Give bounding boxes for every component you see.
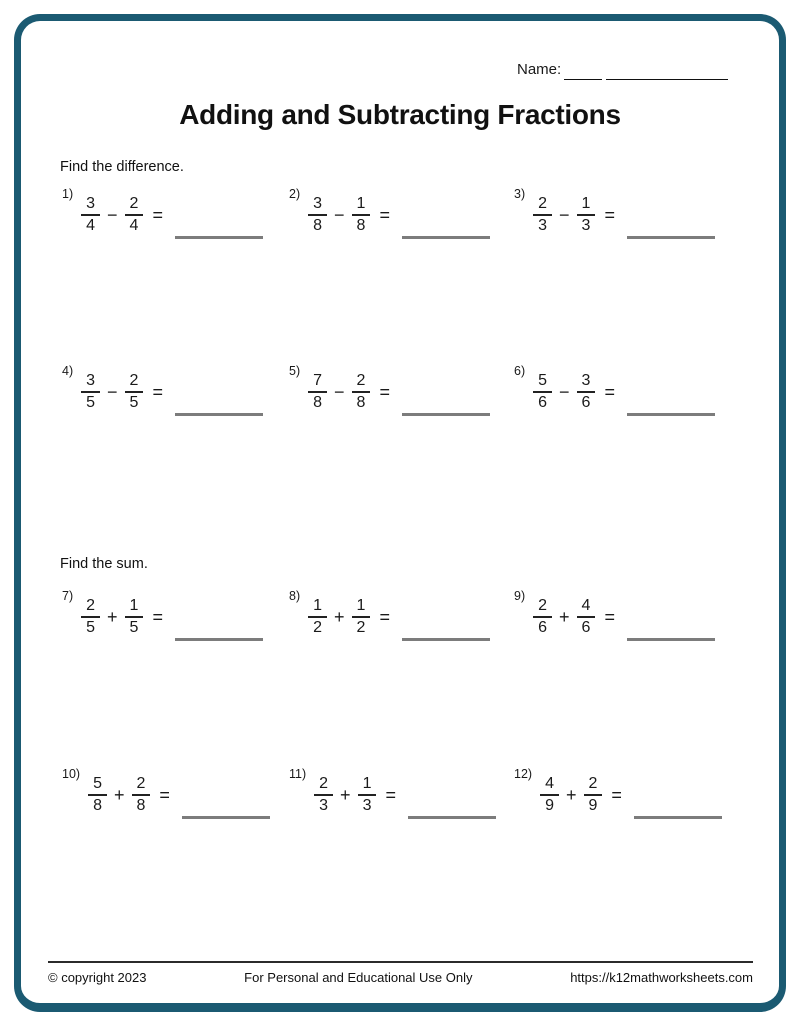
fraction-numerator: 2: [584, 775, 603, 796]
fraction-denominator: 4: [86, 217, 96, 234]
problem-2: [289, 186, 514, 244]
name-underline-segment: [606, 61, 728, 80]
fraction-numerator: 1: [577, 195, 596, 216]
problem-number: 3): [514, 187, 526, 201]
fraction-denominator: 8: [313, 217, 323, 234]
fraction-numerator: 1: [352, 597, 371, 618]
equals-sign: =: [379, 606, 390, 627]
operator-sign: +: [113, 784, 125, 805]
equals-sign: =: [152, 204, 163, 225]
problem-number: 2): [289, 187, 301, 201]
fraction-first: [88, 775, 107, 816]
fraction-first: [314, 775, 333, 816]
equals-sign: =: [604, 381, 615, 402]
fraction-denominator: 2: [313, 619, 323, 636]
fraction-first: [533, 372, 552, 413]
footer-usage-note: For Personal and Educational Use Only: [244, 970, 473, 985]
fraction-denominator: 5: [86, 394, 96, 411]
fraction-numerator: 1: [125, 597, 144, 618]
operator-sign: −: [334, 381, 345, 402]
fraction-numerator: 2: [533, 195, 552, 216]
problem-6: [514, 363, 754, 421]
problem-9: [514, 588, 754, 646]
answer-blank[interactable]: [175, 236, 263, 239]
fraction-first: [81, 372, 100, 413]
operator-sign: +: [107, 606, 118, 627]
answer-blank[interactable]: [627, 638, 715, 641]
equals-sign: =: [611, 784, 622, 805]
problems-row-4: [62, 766, 754, 824]
answer-blank[interactable]: [402, 236, 490, 239]
problem-5: [289, 363, 514, 421]
fraction-second: [125, 372, 144, 413]
fraction-numerator: 1: [308, 597, 327, 618]
fraction-denominator: 3: [538, 217, 548, 234]
name-blank[interactable]: [561, 61, 728, 80]
fraction-denominator: 3: [362, 797, 372, 814]
fraction-second: [132, 775, 151, 816]
page-title: Adding and Subtracting Fractions: [179, 99, 621, 130]
answer-blank[interactable]: [627, 413, 715, 416]
problem-4: [62, 363, 289, 421]
fraction-numerator: 3: [577, 372, 596, 393]
fraction-numerator: 2: [125, 195, 144, 216]
fraction-denominator: 5: [129, 619, 139, 636]
fraction-numerator: 2: [352, 372, 371, 393]
fraction-numerator: 5: [88, 775, 107, 796]
equals-sign: =: [152, 606, 163, 627]
fraction-first: [81, 597, 100, 638]
name-label: Name:: [517, 61, 562, 78]
fraction-denominator: 5: [86, 619, 96, 636]
fraction-denominator: 5: [129, 394, 139, 411]
footer-url-link[interactable]: https://k12mathworksheets.com: [570, 970, 753, 985]
problem-7: [62, 588, 289, 646]
fraction-numerator: 4: [540, 775, 559, 796]
problem-number: 4): [62, 364, 74, 378]
operator-sign: +: [565, 784, 577, 805]
fraction-second: [577, 372, 596, 413]
fraction-second: [352, 372, 371, 413]
fraction-first: [81, 195, 100, 236]
fraction-numerator: 7: [308, 372, 327, 393]
fraction-first: [533, 597, 552, 638]
fraction-numerator: 2: [125, 372, 144, 393]
section-label-sum: Find the sum.: [60, 556, 148, 572]
equals-sign: =: [385, 784, 396, 805]
answer-blank[interactable]: [402, 638, 490, 641]
fraction-second: [352, 195, 371, 236]
problems-row-1: [62, 186, 754, 244]
fraction-numerator: 4: [577, 597, 596, 618]
fraction-denominator: 3: [319, 797, 329, 814]
problem-10: [62, 766, 289, 824]
fraction-second: [125, 195, 144, 236]
fraction-second: [577, 195, 596, 236]
problem-number: 7): [62, 589, 74, 603]
fraction-first: [308, 195, 327, 236]
fraction-denominator: 6: [538, 394, 548, 411]
fraction-denominator: 2: [356, 619, 366, 636]
answer-blank[interactable]: [175, 413, 263, 416]
operator-sign: −: [107, 204, 118, 225]
operator-sign: −: [559, 381, 570, 402]
fraction-numerator: 2: [314, 775, 333, 796]
problems-row-2: [62, 363, 754, 421]
problem-number: 12): [514, 767, 533, 781]
fraction-denominator: 8: [356, 217, 366, 234]
fraction-numerator: 2: [132, 775, 151, 796]
fraction-numerator: 1: [358, 775, 377, 796]
operator-sign: +: [334, 606, 345, 627]
equals-sign: =: [604, 606, 615, 627]
problem-1: [62, 186, 289, 244]
fraction-denominator: 8: [356, 394, 366, 411]
problem-number: 11): [289, 767, 307, 781]
answer-blank[interactable]: [627, 236, 715, 239]
fraction-numerator: 1: [352, 195, 371, 216]
problem-3: [514, 186, 754, 244]
fraction-denominator: 8: [93, 797, 102, 814]
fraction-first: [308, 372, 327, 413]
operator-sign: −: [107, 381, 118, 402]
fraction-second: [577, 597, 596, 638]
problem-number: 1): [62, 187, 74, 201]
footer-copyright: © copyright 2023: [48, 970, 147, 985]
problem-number: 10): [62, 767, 81, 781]
operator-sign: +: [340, 784, 351, 805]
fraction-numerator: 3: [308, 195, 327, 216]
answer-blank[interactable]: [408, 816, 496, 819]
fraction-numerator: 5: [533, 372, 552, 393]
fraction-numerator: 2: [81, 597, 100, 618]
fraction-numerator: 3: [81, 195, 100, 216]
operator-sign: −: [559, 204, 570, 225]
section-label-difference: Find the difference.: [60, 159, 184, 175]
problem-number: 9): [514, 589, 526, 603]
fraction-first: [540, 775, 559, 816]
answer-blank[interactable]: [175, 638, 263, 641]
answer-blank[interactable]: [634, 816, 722, 819]
problem-number: 5): [289, 364, 301, 378]
operator-sign: +: [559, 606, 570, 627]
footer: [48, 970, 753, 985]
answer-blank[interactable]: [182, 816, 270, 819]
equals-sign: =: [379, 204, 390, 225]
fraction-numerator: 3: [81, 372, 100, 393]
fraction-denominator: 6: [581, 394, 591, 411]
operator-sign: −: [334, 204, 345, 225]
name-row: [517, 60, 728, 80]
equals-sign: =: [159, 784, 170, 805]
fraction-denominator: 6: [538, 619, 548, 636]
equals-sign: =: [379, 381, 390, 402]
fraction-first: [308, 597, 327, 638]
fraction-denominator: 6: [581, 619, 591, 636]
problem-8: [289, 588, 514, 646]
fraction-second: [584, 775, 603, 816]
fraction-denominator: 8: [136, 797, 146, 814]
problem-number: 6): [514, 364, 526, 378]
fraction-denominator: 9: [588, 797, 598, 814]
fraction-first: [533, 195, 552, 236]
fraction-second: [352, 597, 371, 638]
footer-divider: [48, 961, 753, 963]
equals-sign: =: [604, 204, 615, 225]
answer-blank[interactable]: [402, 413, 490, 416]
equals-sign: =: [152, 381, 163, 402]
problem-12: [514, 766, 754, 824]
name-underline-segment: [564, 61, 602, 80]
problems-row-3: [62, 588, 754, 646]
fraction-second: [358, 775, 377, 816]
fraction-denominator: 3: [581, 217, 591, 234]
fraction-denominator: 4: [129, 217, 139, 234]
fraction-numerator: 2: [533, 597, 552, 618]
problem-11: [289, 766, 514, 824]
problem-number: 8): [289, 589, 301, 603]
fraction-denominator: 9: [545, 797, 554, 814]
fraction-second: [125, 597, 144, 638]
fraction-denominator: 8: [313, 394, 323, 411]
